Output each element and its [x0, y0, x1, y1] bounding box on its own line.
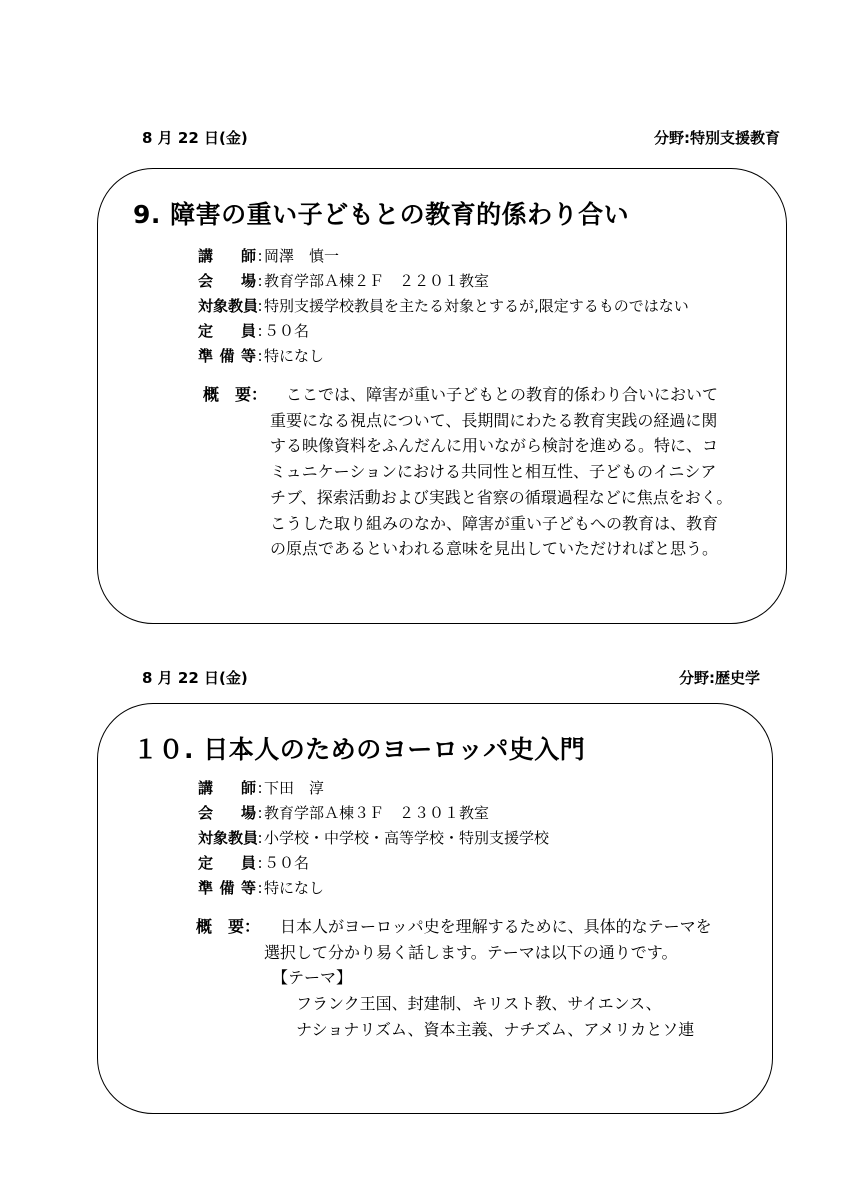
summary-line: ミュニケーションにおける共同性と相互性、子どものイニシア: [270, 462, 717, 482]
summary-line: こうした取り組みのなか、障害が重い子どもへの教育は、教育: [270, 513, 719, 533]
info-value: 特別支援学校教員を主たる対象とするが,限定するものではない: [264, 297, 689, 315]
info-row-venue: 会 場 : 教育学部Ａ棟２Ｆ ２２０１教室: [198, 269, 689, 294]
summary-line: する映像資料をふんだんに用いながら検討を進める。特に、コ: [270, 436, 719, 456]
summary-line: ナショナリズム、資本主義、ナチズム、アメリカとソ連: [264, 1019, 695, 1039]
info-row-target: 対象教員 : 特別支援学校教員を主たる対象とするが,限定するものではない: [198, 294, 689, 319]
info-value: 岡澤 慎一: [264, 247, 340, 265]
session-title: １０. 日本人のためのヨーロッパ史入門: [133, 735, 586, 764]
summary-line: 日本人がヨーロッパ史を理解するために、具体的なテーマを: [264, 917, 712, 936]
summary-line: ここでは、障害が重い子どもとの教育的係わり合いにおいて: [270, 385, 719, 404]
info-row-venue: 会 場 : 教育学部Ａ棟３Ｆ ２３０１教室: [198, 801, 549, 826]
info-label: 定 員: [198, 322, 256, 340]
info-row-capacity: 定 員 : ５０名: [198, 851, 549, 876]
info-value: 小学校・中学校・高等学校・特別支援学校: [264, 829, 550, 847]
info-row-lecturer: 講 師 : 下田 淳: [198, 776, 549, 801]
info-label: 会 場: [198, 804, 256, 822]
session-field: 分野:特別支援教育: [654, 129, 780, 147]
info-value: 教育学部Ａ棟３Ｆ ２３０１教室: [264, 804, 490, 822]
session-date: 8 月 22 日(金): [142, 669, 248, 687]
info-value: ５０名: [264, 854, 310, 872]
info-label: 準備等: [198, 347, 256, 365]
info-label: 対象教員: [198, 829, 259, 847]
info-value: 教育学部Ａ棟２Ｆ ２２０１教室: [264, 272, 490, 290]
info-value: 下田 淳: [264, 779, 325, 797]
info-label: 定 員: [198, 854, 256, 872]
summary-label: 概 要：: [196, 917, 261, 936]
summary-line: 重要になる視点について、長期間にわたる教育実践の経過に関: [270, 410, 718, 430]
summary-label: 概 要：: [203, 385, 268, 404]
summary-line: 選択して分かり易く話します。テーマは以下の通りです。: [264, 942, 678, 962]
info-row-preparation: 準備等 : 特になし: [198, 344, 689, 369]
info-row-target: 対象教員 : 小学校・中学校・高等学校・特別支援学校: [198, 826, 549, 851]
summary-line: 【テーマ】: [264, 968, 353, 988]
info-label: 準備等: [198, 879, 256, 897]
summary-line: チブ、探索活動および実践と省察の循環過程などに焦点をおく。: [270, 487, 733, 507]
session-field: 分野:歴史学: [679, 669, 760, 687]
info-row-lecturer: 講 師 : 岡澤 慎一: [198, 244, 689, 269]
info-label: 講 師: [198, 247, 256, 265]
summary-line: の原点であるといわれる意味を見出していただければと思う。: [270, 539, 719, 559]
summary-line: フランク王国、封建制、キリスト教、サイエンス、: [264, 994, 662, 1014]
session-info: [198, 244, 689, 369]
session-title: 9. 障害の重い子どもとの教育的係わり合い: [133, 200, 630, 229]
info-label: 会 場: [198, 272, 256, 290]
session-info: [198, 776, 549, 901]
info-label: 講 師: [198, 779, 256, 797]
session-date: 8 月 22 日(金): [142, 129, 248, 147]
info-row-capacity: 定 員 : ５０名: [198, 319, 689, 344]
info-value: ５０名: [264, 322, 310, 340]
info-value: 特になし: [264, 347, 325, 365]
info-value: 特になし: [264, 879, 325, 897]
info-row-preparation: 準備等 : 特になし: [198, 876, 549, 901]
info-label: 対象教員: [198, 297, 259, 315]
